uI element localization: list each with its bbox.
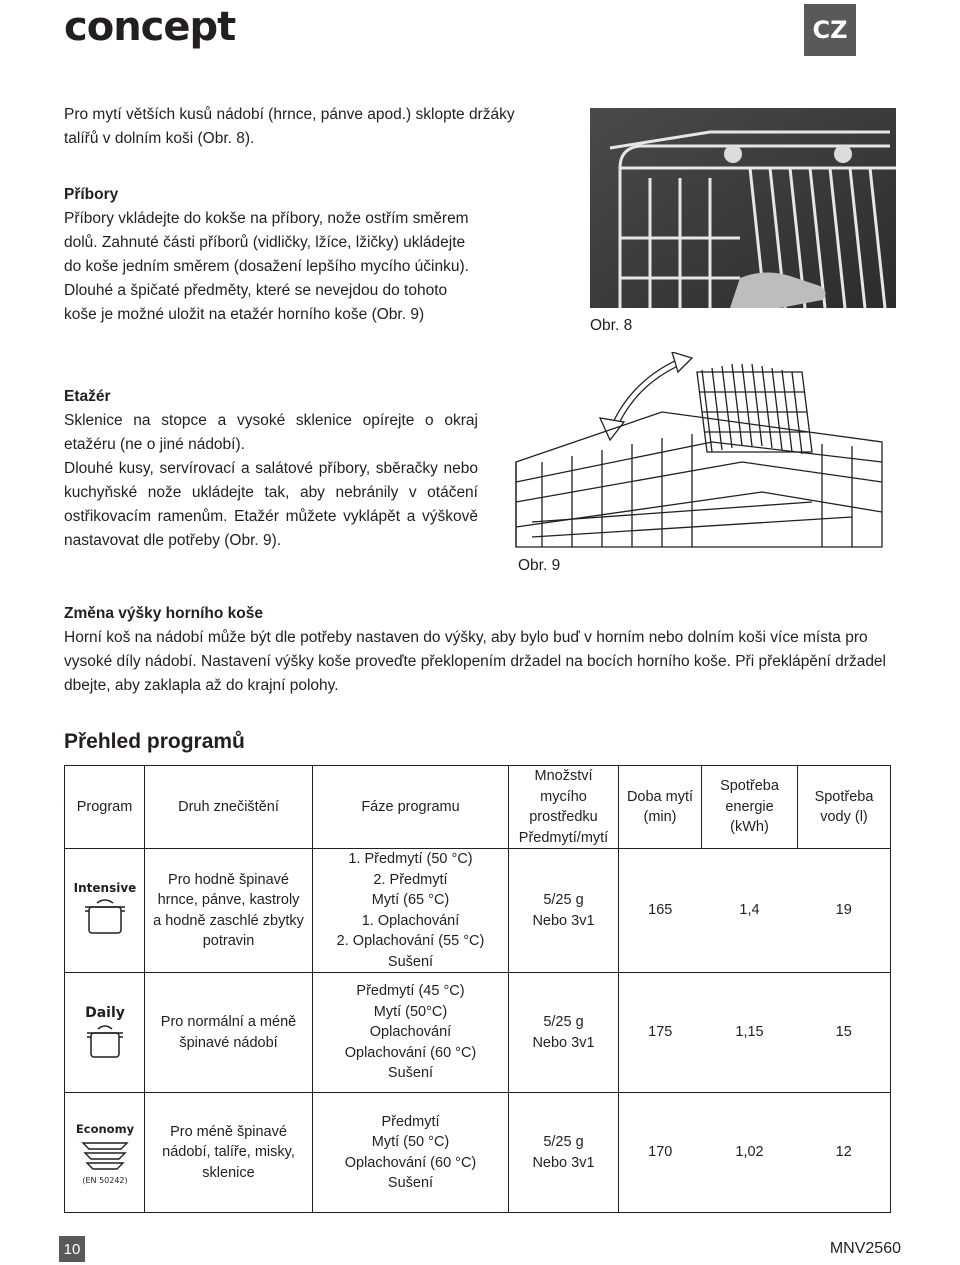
- phase-line: 2. Předmytí: [373, 871, 448, 888]
- intensive-program-icon: [69, 879, 141, 943]
- phase-line: Sušení: [387, 953, 434, 970]
- detergent-line: Nebo 3v1: [532, 1034, 595, 1051]
- header-duration-line: (min): [643, 809, 677, 825]
- soiling-line: Pro méně špinavé: [170, 1123, 287, 1140]
- table-row: [65, 973, 891, 1093]
- program-cell-economy: [65, 1093, 145, 1213]
- phase-line: Oplachování (60 °C): [344, 1154, 477, 1171]
- table-row: [65, 849, 891, 973]
- phase-line: Mytí (50 °C): [371, 1134, 450, 1150]
- intro-line: Pro mytí větších kusů nádobí (hrnce, pánve apod.) sklopte držáky: [64, 106, 515, 123]
- header-energy-line: (kWh): [730, 819, 769, 836]
- phases-cell: [313, 973, 509, 1093]
- rack-drawing: [512, 352, 886, 552]
- daily-program-icon: [69, 1001, 141, 1065]
- detergent-line: 5/25 g: [543, 1134, 584, 1150]
- soiling-line: Pro hodně špinavé: [168, 871, 289, 888]
- soiling-line: a hodně zaschlé zbytky: [153, 912, 304, 929]
- rack-section: [64, 385, 478, 553]
- detergent-line: 5/25 g: [543, 892, 584, 908]
- economy-program-icon: [69, 1121, 141, 1185]
- economy-icon-label: Economy: [75, 1121, 135, 1136]
- phase-line: Oplachování: [369, 1024, 452, 1041]
- cutlery-line: Příbory vkládejte do kokše na příbory, nože ostřím směrem: [64, 210, 469, 227]
- soiling-line: potravin: [202, 933, 255, 949]
- phases-cell: [313, 1093, 509, 1213]
- duration-cell: 165: [619, 849, 702, 973]
- basket-photo: [590, 108, 896, 308]
- phase-line: 1. Oplachování: [361, 912, 460, 929]
- phase-line: Mytí (50°C): [373, 1003, 448, 1020]
- height-section: [64, 602, 894, 698]
- header-water-line: vody (l): [820, 809, 868, 825]
- soiling-line: sklenice: [202, 1164, 255, 1181]
- duration-cell: 175: [619, 973, 702, 1093]
- table-row: [65, 1093, 891, 1213]
- intensive-icon-label: Intensive: [73, 880, 137, 895]
- figure-8-caption: Obr. 8: [590, 317, 633, 334]
- cutlery-line: Dlouhé a špičaté předměty, které se nevejdou do tohoto: [64, 282, 448, 299]
- phase-line: Předmytí (45 °C): [356, 983, 465, 1000]
- phase-line: 1. Předmytí (50 °C): [348, 851, 473, 867]
- phase-line: Sušení: [387, 1175, 434, 1191]
- height-line: dbejte, aby zaklapla až do krajní polohy.: [64, 677, 339, 694]
- height-heading: Změna výšky horního koše: [64, 605, 263, 622]
- phase-line: 2. Oplachování (55 °C): [336, 933, 485, 949]
- intro-line: talířů v dolním koši (Obr. 8).: [64, 130, 255, 147]
- detergent-line: Nebo 3v1: [532, 1154, 595, 1171]
- phases-cell: [313, 849, 509, 973]
- intro-paragraph: [64, 103, 564, 151]
- soiling-cell: [145, 1093, 313, 1213]
- rack-line: Dlouhé kusy, servírovací a salátové příbory, sběračky nebo: [64, 460, 478, 477]
- water-cell: 15: [798, 973, 891, 1093]
- soiling-line: hrnce, pánve, kastroly: [157, 892, 300, 908]
- cutlery-line: do koše jedním směrem (dosažení lepšího mycího účinku).: [64, 258, 469, 275]
- page-number: 10: [59, 1236, 85, 1262]
- soiling-cell: [145, 849, 313, 973]
- cutlery-line: koše je možné uložit na etažér horního koše (Obr. 9): [64, 306, 425, 323]
- header-detergent-line: Množství mycího: [534, 768, 593, 805]
- rack-line: Sklenice na stopce a vysoké sklenice opírejte o okraj: [64, 412, 478, 429]
- header-water-line: Spotřeba: [814, 788, 874, 805]
- header-duration: [619, 766, 702, 849]
- phase-line: Předmytí: [381, 1113, 440, 1130]
- phase-line: Sušení: [387, 1065, 434, 1082]
- soiling-cell: [145, 973, 313, 1093]
- table-header-row: [65, 766, 891, 849]
- daily-icon-label: Daily: [85, 1004, 125, 1021]
- phase-line: Mytí (65 °C): [371, 892, 450, 908]
- energy-cell: 1,15: [702, 973, 798, 1093]
- phase-line: Oplachování (60 °C): [344, 1044, 477, 1061]
- language-badge: CZ: [804, 4, 856, 56]
- header-duration-line: Doba mytí: [626, 788, 694, 805]
- soiling-line: nádobí, talíře, misky,: [162, 1144, 295, 1161]
- rack-line: etažéru (ne o jiné nádobí).: [64, 436, 245, 453]
- rack-line: ostřikovacím ramenům. Etažér můžete vyklápět a výškově: [64, 508, 478, 525]
- header-water: [798, 766, 891, 849]
- detergent-cell: [509, 849, 619, 973]
- programs-table: [64, 765, 891, 1213]
- header-program: Program: [65, 766, 145, 849]
- detergent-line: 5/25 g: [543, 1014, 584, 1030]
- rack-heading: Etažér: [64, 388, 111, 405]
- header-detergent: [509, 766, 619, 849]
- header-energy: [702, 766, 798, 849]
- header-energy-line: energie: [725, 798, 774, 815]
- header-phases: Fáze programu: [313, 766, 509, 849]
- detergent-cell: [509, 1093, 619, 1213]
- model-number: MNV2560: [829, 1240, 901, 1257]
- detergent-cell: [509, 973, 619, 1093]
- header-detergent-line: prostředku: [529, 809, 598, 825]
- header-energy-line: Spotřeba: [720, 778, 779, 795]
- programs-title: Přehled programů: [64, 730, 245, 753]
- detergent-line: Nebo 3v1: [532, 912, 595, 929]
- height-line: Horní koš na nádobí může být dle potřeby nastaven do výšky, aby bylo buď v horním nebo dolním koši více místa pro: [64, 629, 868, 646]
- water-cell: 12: [798, 1093, 891, 1213]
- soiling-line: špinavé nádobí: [179, 1034, 278, 1051]
- program-cell-daily: [65, 973, 145, 1093]
- energy-cell: 1,02: [702, 1093, 798, 1213]
- brand-logo: concept: [64, 4, 236, 50]
- energy-cell: 1,4: [702, 849, 798, 973]
- water-cell: 19: [798, 849, 891, 973]
- program-cell-intensive: [65, 849, 145, 973]
- height-line: vysoké díly nádobí. Nastavení výšky koše proveďte překlopením držadel na bocích horního koše. Při překlápění držadel: [64, 653, 886, 670]
- rack-line: nastavovat dle potřeby (Obr. 9).: [64, 532, 282, 549]
- cutlery-heading: Příbory: [64, 186, 119, 203]
- cutlery-line: dolů. Zahnuté části příborů (vidličky, lžíce, lžičky) ukládejte: [64, 234, 466, 251]
- header-soiling: Druh znečištění: [145, 766, 313, 849]
- figure-9-caption: Obr. 9: [518, 557, 561, 574]
- cutlery-section: [64, 183, 478, 327]
- rack-line: kuchyňské nože ukládejte tak, aby nebránily v otáčení: [64, 484, 478, 501]
- header-detergent-line: Předmytí/mytí: [518, 829, 609, 846]
- duration-cell: 170: [619, 1093, 702, 1213]
- soiling-line: Pro normální a méně: [160, 1014, 297, 1030]
- economy-icon-sublabel: (EN 50242): [82, 1175, 128, 1185]
